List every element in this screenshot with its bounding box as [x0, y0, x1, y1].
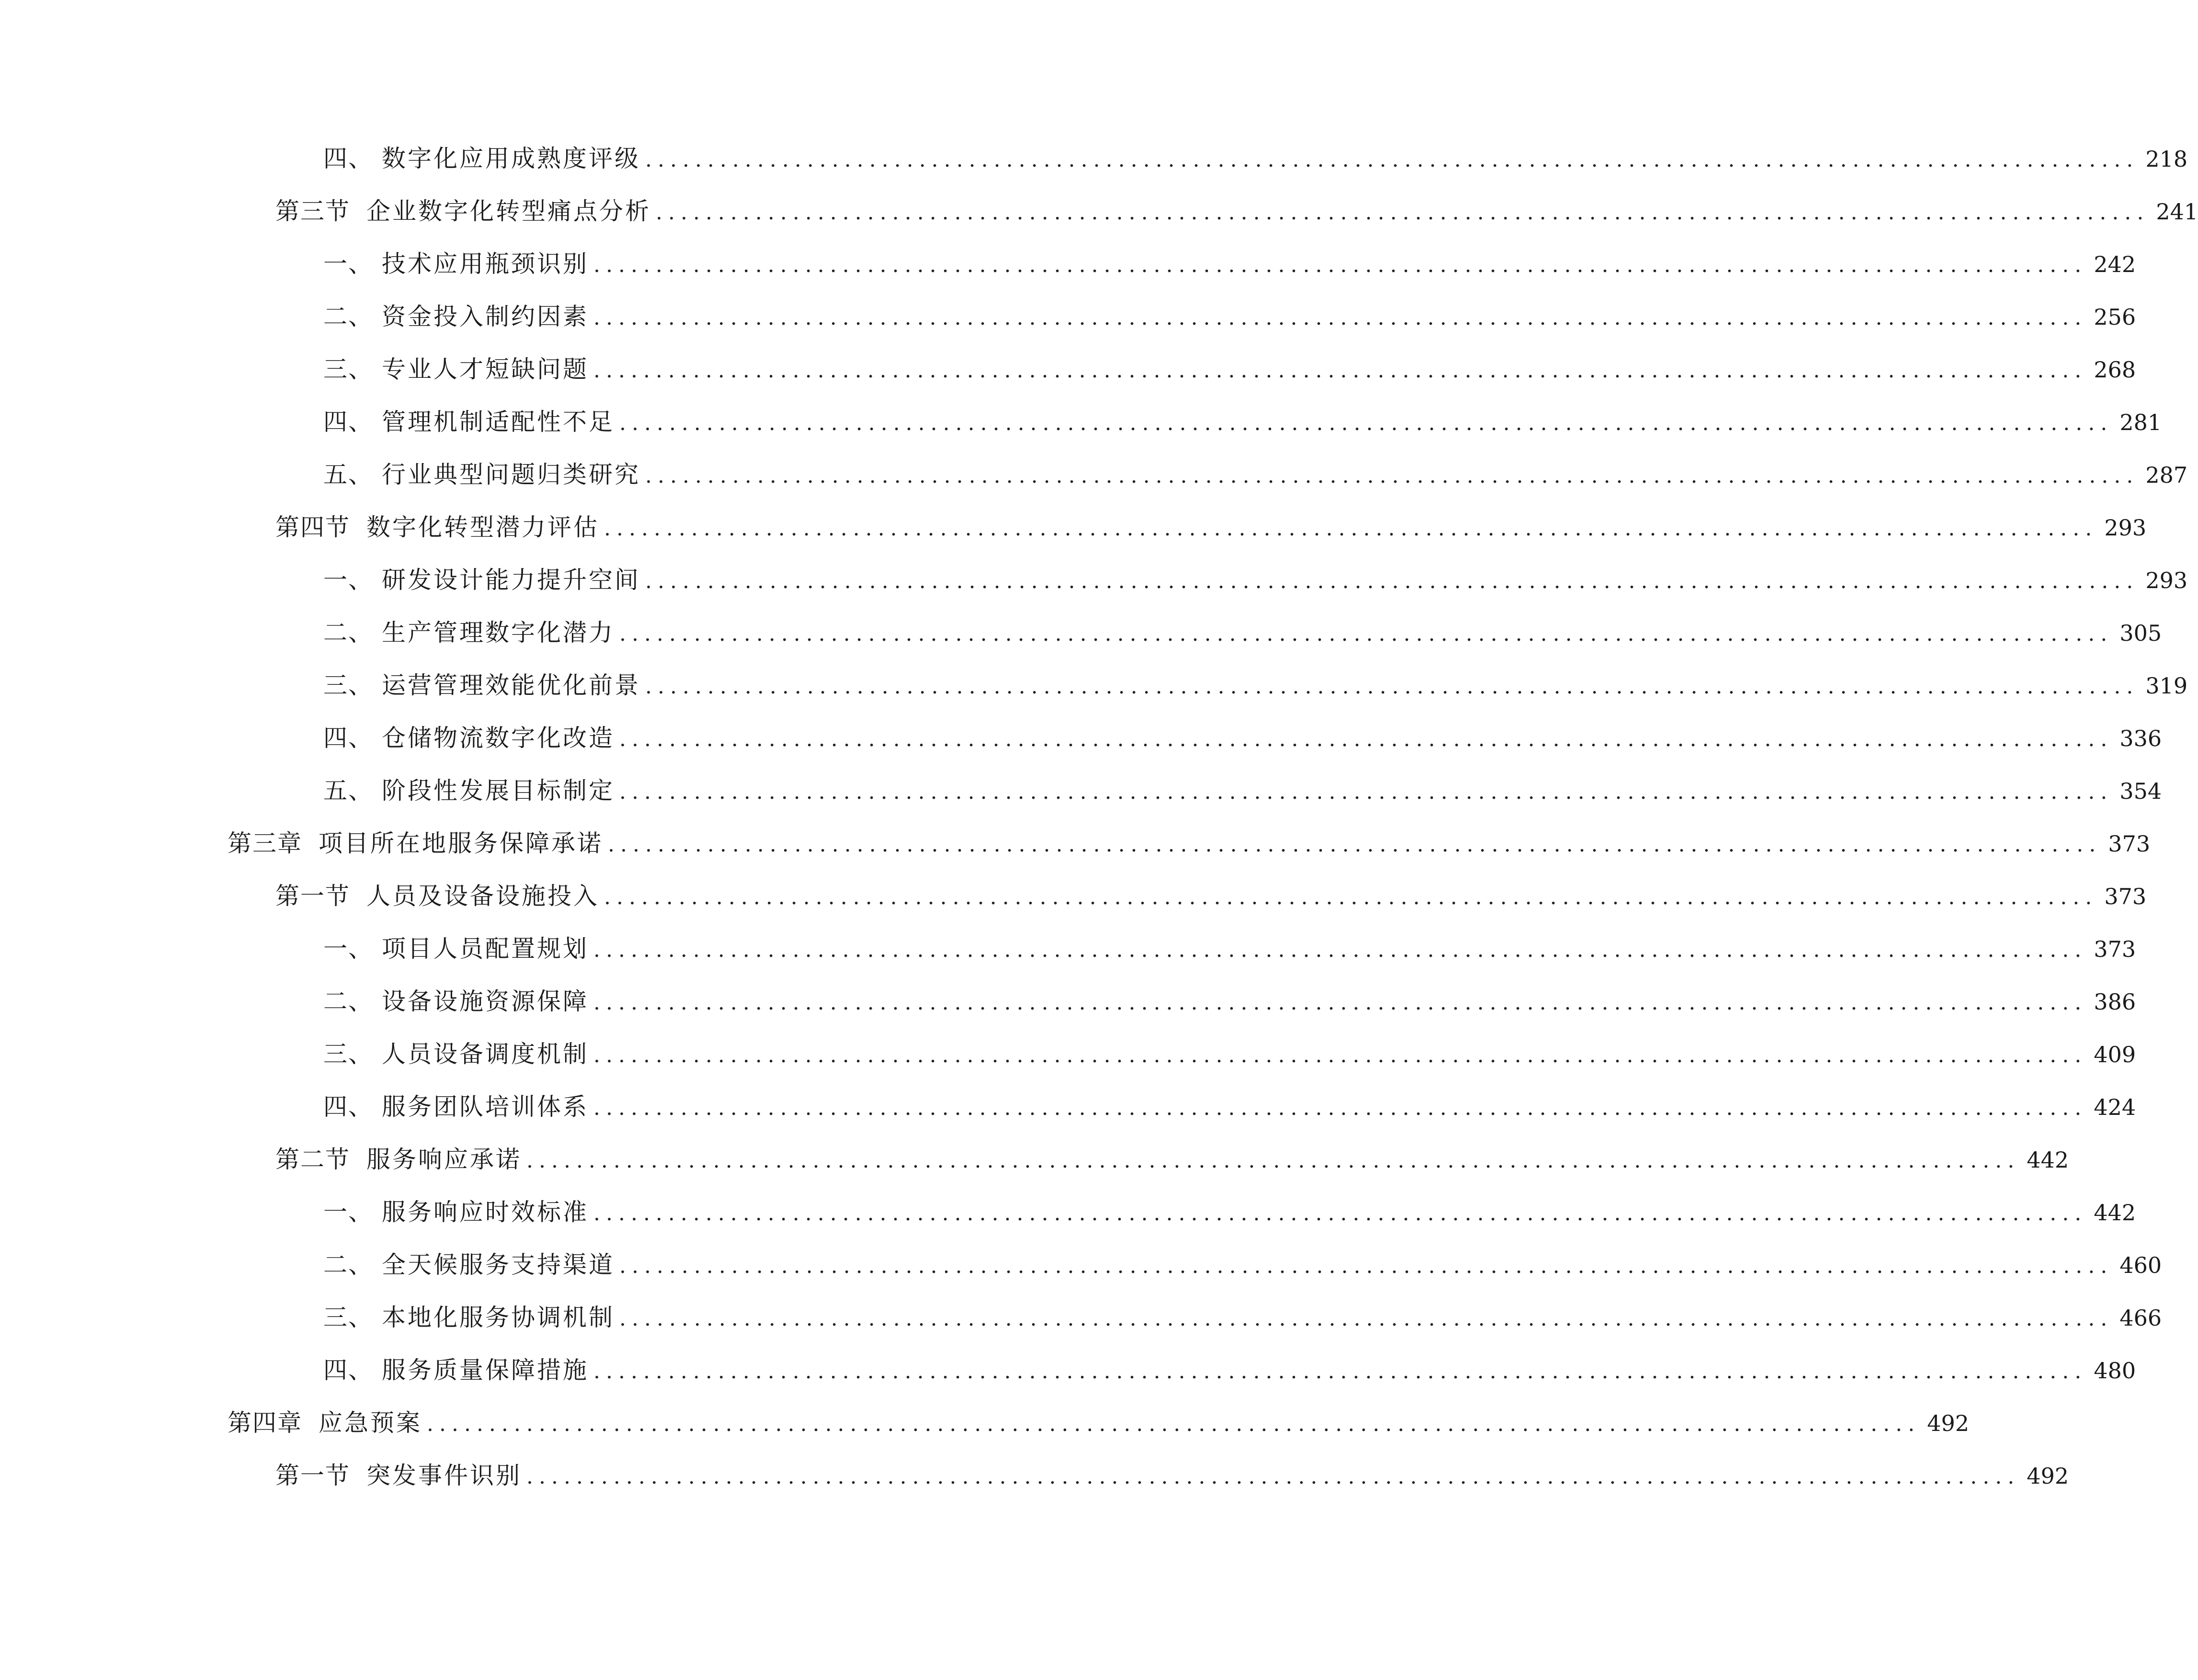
toc-entry-number: 二、	[323, 619, 373, 647]
toc-entry-title: 数字化应用成熟度评级	[382, 145, 640, 172]
toc-entry-number: 一、	[323, 566, 373, 594]
toc-entry-title: 应急预案	[319, 1409, 422, 1437]
toc-entry-item[interactable]	[323, 1080, 2136, 1133]
toc-entry-item[interactable]	[323, 606, 2162, 659]
toc-entry-item[interactable]	[323, 764, 2162, 817]
toc-page-number: 373	[2108, 831, 2151, 857]
toc-entry-title: 专业人才短缺问题	[382, 355, 589, 383]
toc-entry-number: 第四章	[228, 1409, 302, 1437]
toc-entry-number: 一、	[323, 1198, 373, 1226]
toc-entry-title: 项目人员配置规划	[382, 935, 589, 963]
toc-entry-number: 二、	[323, 1251, 373, 1279]
toc-dot-leader: ........................................................................................................................	[427, 1412, 1921, 1436]
toc-entry-title: 阶段性发展目标制定	[382, 777, 615, 805]
toc-entry-item[interactable]	[323, 1344, 2136, 1396]
toc-entry-item[interactable]	[323, 238, 2136, 290]
toc-dot-leader: ........................................................................................................................	[619, 727, 2113, 751]
toc-page-number: 480	[2094, 1358, 2136, 1384]
toc-page-number: 424	[2094, 1094, 2136, 1120]
toc-entry-item[interactable]	[323, 975, 2136, 1028]
toc-entry-section[interactable]	[275, 501, 2147, 554]
toc-entry-section[interactable]	[275, 1449, 2069, 1502]
toc-page-number: 409	[2094, 1042, 2136, 1067]
toc-dot-leader: ........................................................................................................................	[619, 780, 2113, 804]
toc-page-number: 293	[2145, 568, 2188, 593]
toc-page-number: 242	[2094, 251, 2136, 277]
toc-dot-leader: ........................................................................................................................	[593, 938, 2087, 962]
toc-entry-number: 第三章	[228, 829, 302, 857]
toc-dot-leader: ........................................................................................................................	[645, 569, 2139, 593]
toc-page-number: 319	[2145, 673, 2188, 699]
toc-dot-leader: ........................................................................................................................	[593, 1201, 2087, 1226]
toc-page-number: 287	[2145, 462, 2188, 488]
toc-entry-item[interactable]	[323, 1238, 2162, 1291]
toc-entry-title: 服务响应承诺	[366, 1146, 522, 1173]
toc-page-number: 466	[2119, 1305, 2162, 1331]
toc-page-number: 373	[2104, 884, 2147, 909]
toc-entry-title: 仓储物流数字化改造	[382, 724, 615, 752]
toc-entry-section[interactable]	[275, 870, 2147, 922]
toc-dot-leader: ........................................................................................................................	[604, 885, 2098, 909]
toc-dot-leader: ........................................................................................................................	[608, 832, 2102, 857]
toc-dot-leader: ........................................................................................................................	[619, 1254, 2113, 1278]
toc-page-number: 460	[2119, 1252, 2162, 1278]
toc-entry-title: 突发事件识别	[366, 1462, 522, 1489]
toc-page-number: 492	[2027, 1463, 2069, 1489]
toc-dot-leader: ........................................................................................................................	[645, 464, 2139, 488]
toc-entry-title: 全天候服务支持渠道	[382, 1251, 615, 1279]
toc-entry-section[interactable]	[275, 1133, 2069, 1186]
toc-page-number: 218	[2145, 146, 2188, 172]
toc-entry-number: 第三节	[275, 197, 350, 225]
toc-dot-leader: ........................................................................................................................	[604, 516, 2098, 541]
toc-entry-title: 技术应用瓶颈识别	[382, 250, 589, 278]
toc-page-number: 354	[2119, 778, 2162, 804]
toc-entry-number: 第四节	[275, 513, 350, 541]
toc-entry-item[interactable]	[323, 712, 2162, 764]
toc-entry-title: 行业典型问题归类研究	[382, 461, 640, 488]
toc-entry-item[interactable]	[323, 922, 2136, 975]
toc-entry-number: 四、	[323, 145, 373, 172]
toc-dot-leader: ........................................................................................................................	[526, 1464, 2020, 1489]
toc-dot-leader: ........................................................................................................................	[593, 1359, 2087, 1384]
toc-entry-number: 四、	[323, 1093, 373, 1121]
toc-entry-number: 三、	[323, 1304, 373, 1331]
toc-dot-leader: ........................................................................................................................	[593, 253, 2087, 277]
toc-entry-number: 四、	[323, 724, 373, 752]
toc-entry-number: 四、	[323, 1356, 373, 1384]
toc-entry-item[interactable]	[323, 1291, 2162, 1344]
toc-entry-title: 企业数字化转型痛点分析	[366, 197, 651, 225]
toc-page-number: 241	[2156, 199, 2198, 225]
toc-dot-leader: ........................................................................................................................	[645, 148, 2139, 172]
toc-entry-title: 人员及设备设施投入	[366, 882, 599, 910]
toc-entry-title: 研发设计能力提升空间	[382, 566, 640, 594]
toc-entry-title: 服务质量保障措施	[382, 1356, 589, 1384]
toc-page-number: 492	[1927, 1410, 1970, 1436]
toc-entry-title: 数字化转型潜力评估	[366, 513, 599, 541]
toc-entry-number: 二、	[323, 988, 373, 1015]
toc-entry-number: 第二节	[275, 1146, 350, 1173]
toc-entry-item[interactable]	[323, 396, 2162, 448]
toc-entry-title: 设备设施资源保障	[382, 988, 589, 1015]
toc-entry-item[interactable]	[323, 448, 2188, 501]
toc-page-number: 305	[2119, 620, 2162, 646]
toc-dot-leader: ........................................................................................................................	[619, 1306, 2113, 1331]
toc-entry-item[interactable]	[323, 1186, 2136, 1238]
toc-page-number: 386	[2094, 989, 2136, 1015]
toc-page-number: 336	[2119, 726, 2162, 751]
toc-page-number: 293	[2104, 515, 2147, 541]
toc-entry-title: 项目所在地服务保障承诺	[319, 829, 603, 857]
toc-entry-number: 三、	[323, 1040, 373, 1068]
toc-entry-number: 四、	[323, 408, 373, 436]
toc-entry-item[interactable]	[323, 290, 2136, 343]
toc-entry-title: 本地化服务协调机制	[382, 1304, 615, 1331]
toc-page-number: 256	[2094, 304, 2136, 330]
toc-entry-title: 人员设备调度机制	[382, 1040, 589, 1068]
toc-entry-number: 第一节	[275, 882, 350, 910]
toc-entry-title: 资金投入制约因素	[382, 303, 589, 330]
toc-entry-number: 第一节	[275, 1462, 350, 1489]
toc-entry-title: 服务响应时效标准	[382, 1198, 589, 1226]
toc-dot-leader: ........................................................................................................................	[645, 674, 2139, 699]
toc-entry-item[interactable]	[323, 343, 2136, 396]
toc-entry-number: 五、	[323, 461, 373, 488]
toc-dot-leader: ........................................................................................................................	[593, 1043, 2087, 1067]
toc-page-number: 268	[2094, 357, 2136, 383]
toc-page-number: 442	[2094, 1200, 2136, 1226]
toc-entry-item[interactable]	[323, 132, 2188, 185]
toc-dot-leader: ........................................................................................................................	[593, 990, 2087, 1015]
toc-entry-title: 服务团队培训体系	[382, 1093, 589, 1121]
toc-entry-number: 二、	[323, 303, 373, 330]
toc-dot-leader: ........................................................................................................................	[656, 200, 2150, 225]
toc-dot-leader: ........................................................................................................................	[526, 1148, 2020, 1173]
toc-entry-number: 三、	[323, 671, 373, 699]
toc-entry-item[interactable]	[323, 554, 2188, 606]
toc-entry-number: 一、	[323, 250, 373, 278]
toc-entry-title: 运营管理效能优化前景	[382, 671, 640, 699]
toc-page-number: 281	[2119, 409, 2162, 435]
toc-dot-leader: ........................................................................................................................	[593, 1096, 2087, 1120]
toc-entry-item[interactable]	[323, 1028, 2136, 1080]
toc-dot-leader: ........................................................................................................................	[619, 411, 2113, 435]
toc-entry-title: 生产管理数字化潜力	[382, 619, 615, 647]
toc-entry-number: 五、	[323, 777, 373, 805]
toc-page-number: 373	[2094, 936, 2136, 962]
toc-entry-chapter[interactable]	[228, 817, 2151, 870]
toc-dot-leader: ........................................................................................................................	[593, 358, 2087, 383]
toc-entry-number: 一、	[323, 935, 373, 963]
toc-entry-number: 三、	[323, 355, 373, 383]
toc-page-number: 442	[2027, 1147, 2069, 1173]
toc-entry-title: 管理机制适配性不足	[382, 408, 615, 436]
toc-dot-leader: ........................................................................................................................	[593, 306, 2087, 330]
toc-entry-item[interactable]	[323, 659, 2188, 712]
toc-entry-section[interactable]	[275, 185, 2198, 238]
toc-dot-leader: ........................................................................................................................	[619, 622, 2113, 646]
toc-entry-chapter[interactable]	[228, 1396, 1970, 1449]
